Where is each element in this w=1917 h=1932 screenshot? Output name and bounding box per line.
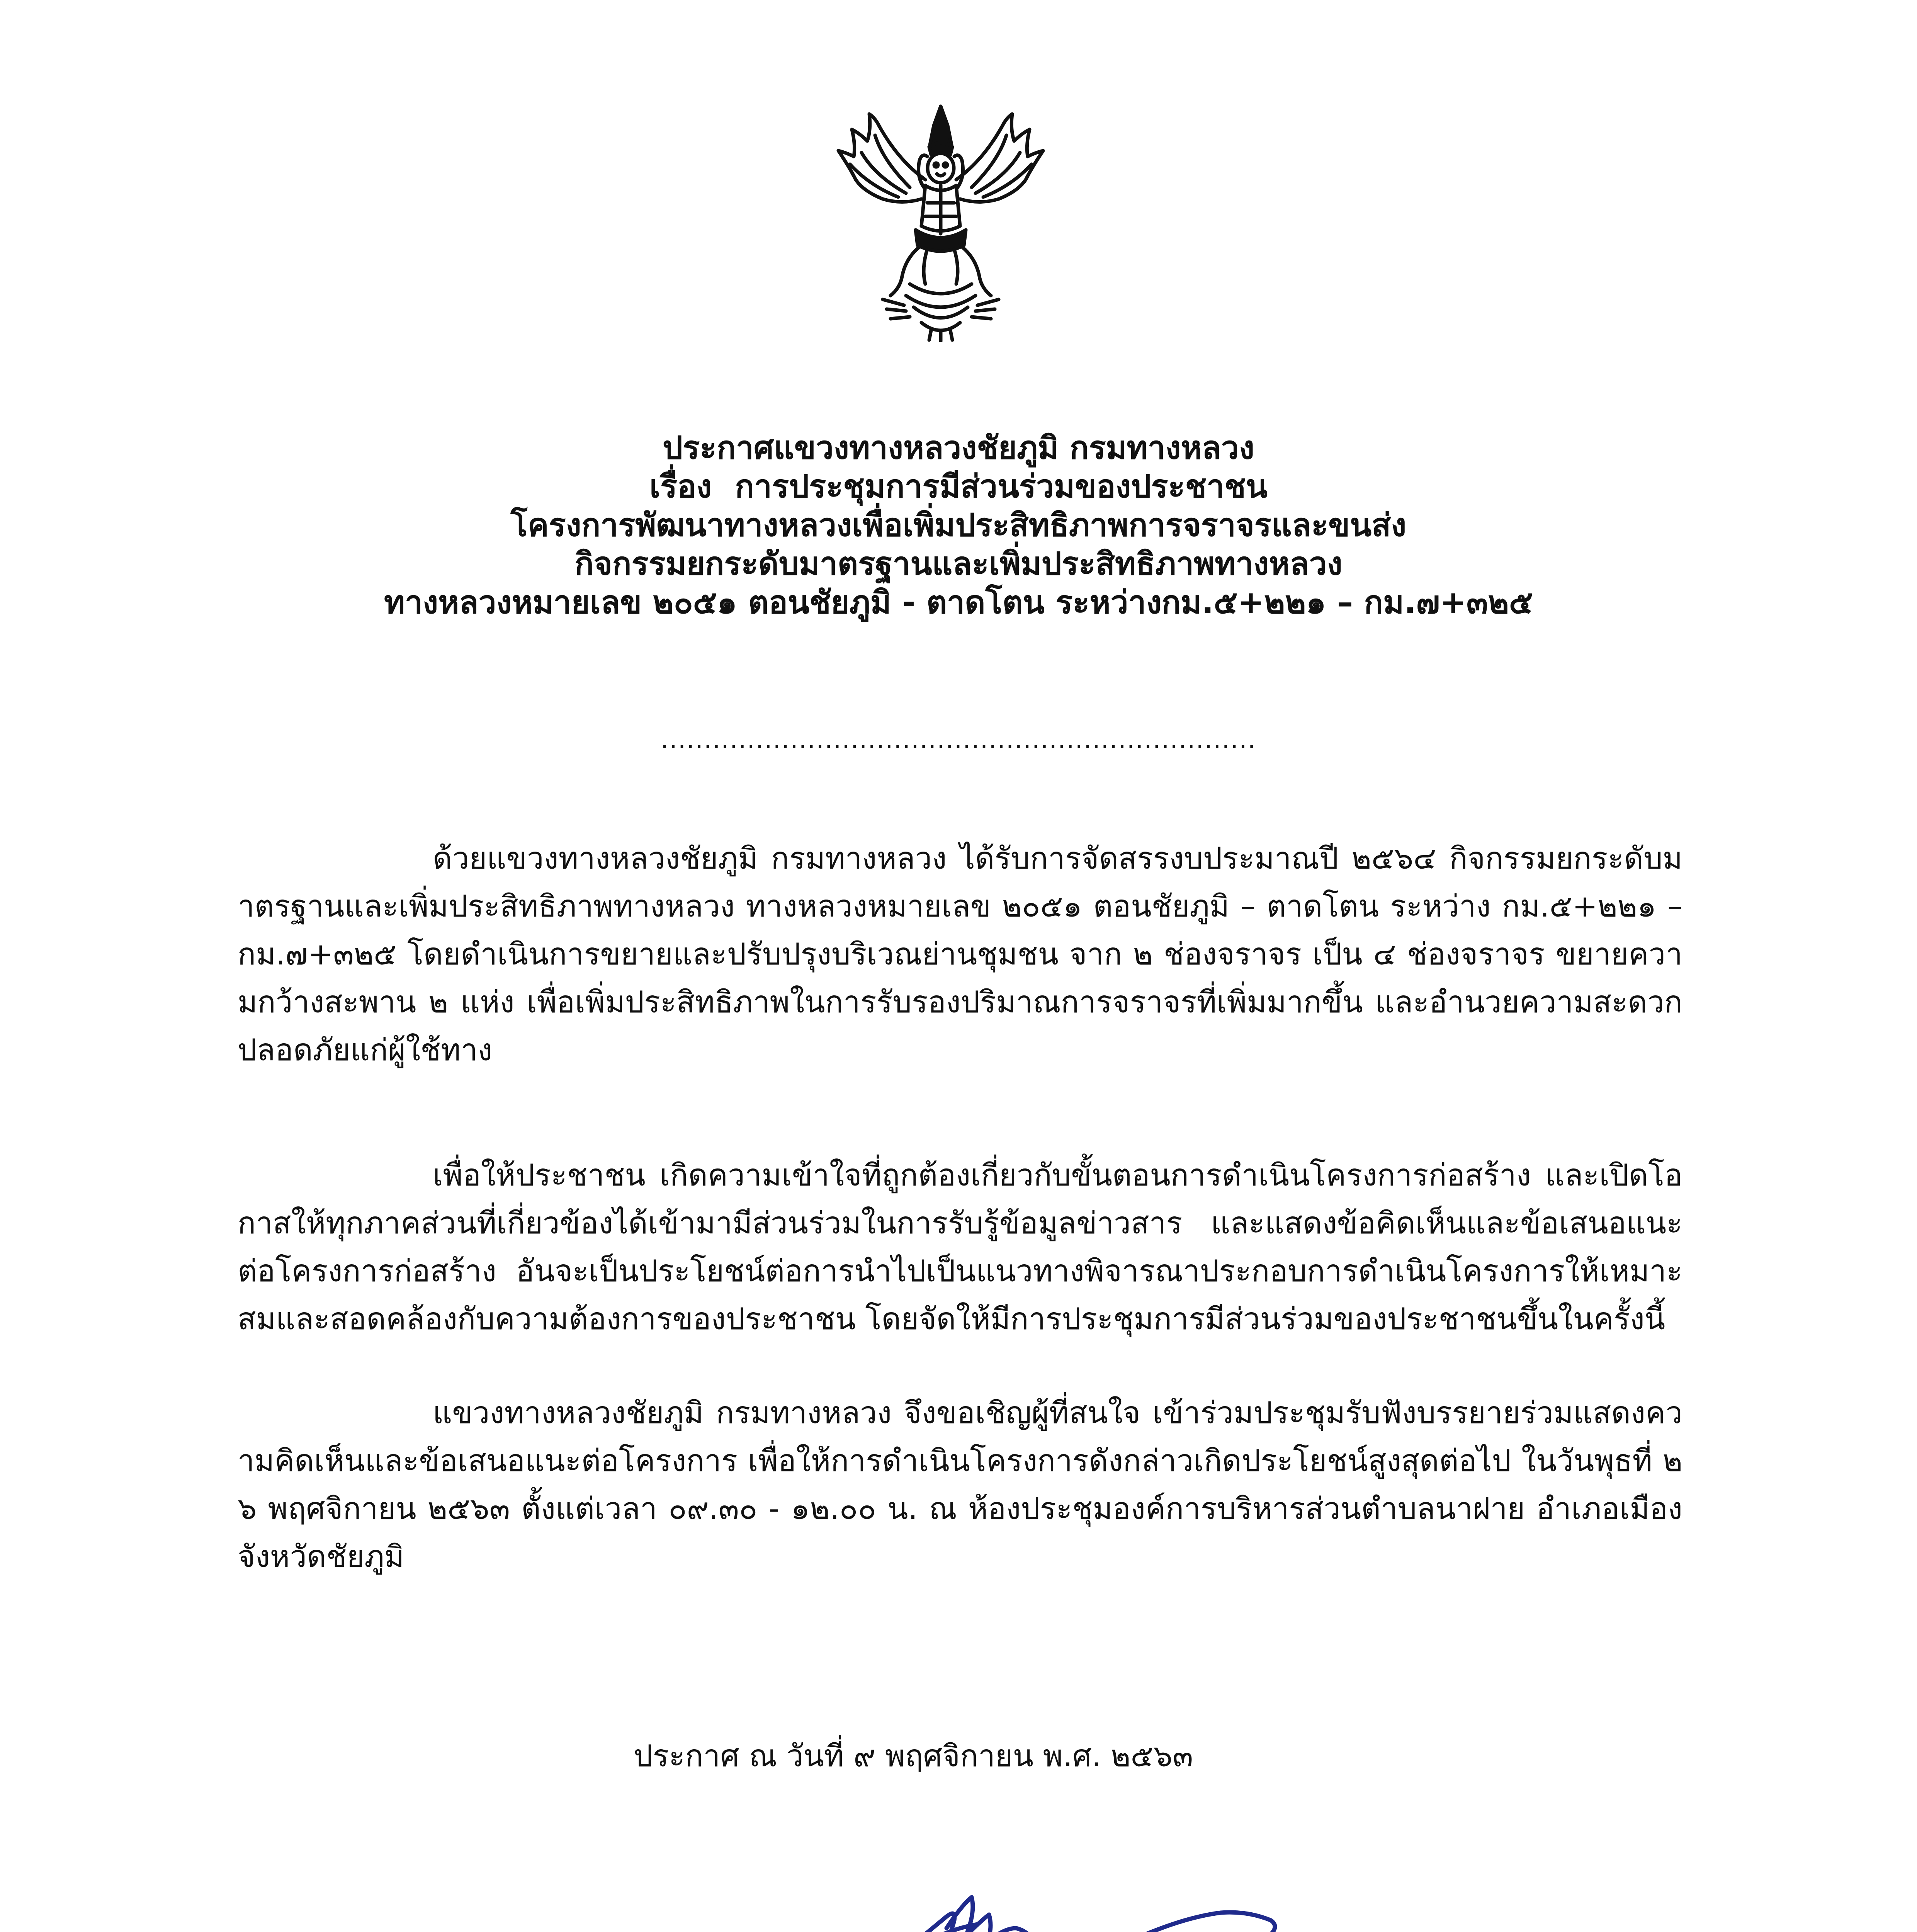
announcement-header bbox=[0, 429, 1917, 622]
subject-label: เรื่อง bbox=[649, 468, 712, 505]
body-paragraph-2: เพื่อให้ประชาชน เกิดความเข้าใจที่ถูกต้องเกี่ยวกับขั้นตอนการดำเนินโครงการก่อสร้าง และเปิดโอกาสให้ทุกภาคส่วนที่เกี่ยวข้องได้เข้ามามีส่วนร่วมในการรับรู้ข้อมูลข่าวสาร และแสดงข้อคิดเห็นและข้อเสนอแนะต่อโครงการก่อสร้าง อันจะเป็นประโยชน์ต่อการนำไปเป็นแนวทางพิจารณาประกอบการดำเนินโครงการให้เหมาะสมและสอดคล้องกับความต้องการของประชาชน โดยจัดให้มีการประชุมการมีส่วนร่วมของประชาชนขึ้นในครั้งนี้ bbox=[238, 1158, 1682, 1337]
body-paragraph-1: ด้วยแขวงทางหลวงชัยภูมิ กรมทางหลวง ได้รับการจัดสรรงบประมาณปี ๒๕๖๔ กิจกรรมยกระดับมาตรฐานและเพิ่มประสิทธิภาพทางหลวง ทางหลวงหมายเลข ๒๐๕๑ ตอนชัยภูมิ – ตาดโตน ระหว่าง กม.๕+๒๒๑ – กม.๗+๓๒๕ โดยดำเนินการขยายและปรับปรุงบริเวณย่านชุมชน จาก ๒ ช่องจราจร เป็น ๔ ช่องจราจร ขยายความกว้างสะพาน ๒ แห่ง เพื่อเพิ่มประสิทธิภาพในการรับรองปริมาณการจราจรที่เพิ่มมากขึ้น และอำนวยความสะดวกปลอดภัยแก่ผู้ใช้ทาง bbox=[238, 841, 1682, 1068]
highway-section: ทางหลวงหมายเลข ๒๐๕๑ ตอนชัยภูมิ - ตาดโตน ระหว่างกม.๕+๒๒๑ – กม.๗+๓๒๕ bbox=[384, 584, 1533, 621]
project-name: โครงการพัฒนาทางหลวงเพื่อเพิ่มประสิทธิภาพการจราจรและขนส่ง bbox=[510, 507, 1407, 544]
header-separator: ..................................................................... bbox=[661, 726, 1256, 754]
handwritten-signature-icon bbox=[889, 1870, 1290, 1932]
activity-name: กิจกรรมยกระดับมาตรฐานและเพิ่มประสิทธิภาพทางหลวง bbox=[574, 546, 1343, 582]
garuda-emblem-icon bbox=[833, 102, 1049, 342]
body-paragraph-3: แขวงทางหลวงชัยภูมิ กรมทางหลวง จึงขอเชิญผู้ที่สนใจ เข้าร่วมประชุมรับฟังบรรยายร่วมแสดงความคิดเห็นและข้อเสนอแนะต่อโครงการ เพื่อให้การดำเนินโครงการดังกล่าวเกิดประโยชน์สูงสุดต่อไป ในวันพุธที่ ๒๖ พฤศจิกายน ๒๕๖๓ ตั้งแต่เวลา ๐๙.๓๐ - ๑๒.๐๐ น. ณ ห้องประชุมองค์การบริหารส่วนตำบลนาฝาย อำเภอเมือง จังหวัดชัยภูมิ bbox=[238, 1396, 1682, 1574]
announcement-subject bbox=[0, 468, 1917, 506]
announcement-title: ประกาศแขวงทางหลวงชัยภูมิ กรมทางหลวง bbox=[662, 430, 1254, 466]
subject-text: การประชุมการมีส่วนร่วมของประชาชน bbox=[735, 468, 1268, 505]
announcement-date: ประกาศ ณ วันที่ ๙ พฤศจิกายน พ.ศ. ๒๕๖๓ bbox=[634, 1739, 1193, 1774]
